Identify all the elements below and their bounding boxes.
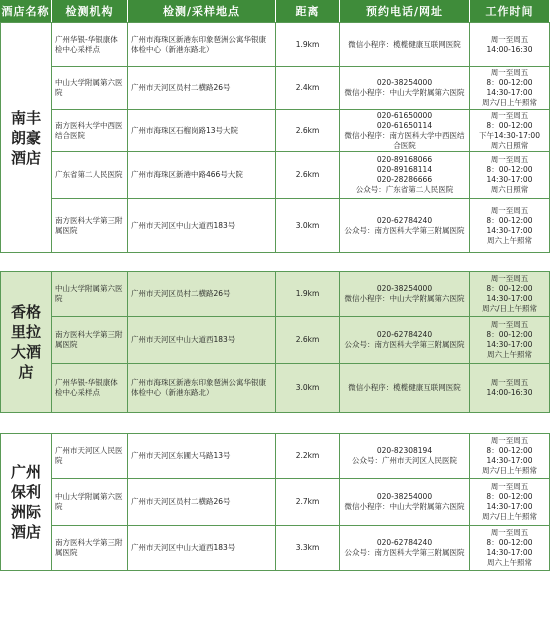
contact-cell: 020-89168066 020-89168114 020-28286666 公众号：广东省第二人民医院 — [340, 152, 470, 199]
hours-cell: 周一至周五 14:00-16:30 — [470, 22, 550, 67]
distance-cell: 1.9km — [276, 271, 340, 317]
address-cell: 广州市海珠区新港东印象琶洲公寓华银康体检中心（新港东路北） — [128, 22, 276, 67]
contact-cell: 020-62784240 公众号：南方医科大学第三附属医院 — [340, 526, 470, 571]
contact-cell: 020-61650000 020-61650114 微信小程序：南方医科大学中西医结合医院 — [340, 110, 470, 152]
header-hours: 工作时间 — [470, 0, 550, 22]
org-cell: 南方医科大学第三附属医院 — [52, 526, 128, 571]
org-cell: 南方医科大学第三附属医院 — [52, 199, 128, 253]
hours-cell: 周一至周五 8：00-12:00 14:30-17:00 周六上午照常 — [470, 526, 550, 571]
distance-cell: 2.2km — [276, 433, 340, 479]
hours-cell: 周一至周五 8：00-12:00 14:30-17:00 周六日照常 — [470, 152, 550, 199]
hours-cell: 周一至周五 14:00-16:30 — [470, 364, 550, 413]
hotel-name-cell: 南丰朗豪酒店 — [0, 22, 52, 253]
org-cell: 广州华银-华银康体检中心采样点 — [52, 22, 128, 67]
group-spacer — [0, 413, 550, 433]
distance-cell: 3.0km — [276, 199, 340, 253]
hours-cell: 周一至周五 8：00-12:00 14:30-17:00 周六上午照常 — [470, 199, 550, 253]
org-cell: 广州市天河区人民医院 — [52, 433, 128, 479]
distance-cell: 2.4km — [276, 67, 340, 110]
address-cell: 广州市天河区员村二横路26号 — [128, 271, 276, 317]
group-spacer — [0, 253, 550, 271]
header-contact: 预约电话/网址 — [340, 0, 470, 22]
address-cell: 广州市天河区中山大道西183号 — [128, 526, 276, 571]
address-cell: 广州市海珠区新港中路466号大院 — [128, 152, 276, 199]
distance-cell: 2.6km — [276, 152, 340, 199]
contact-cell: 微信小程序：榄榄健康互联网医院 — [340, 22, 470, 67]
contact-cell: 020-38254000 微信小程序：中山大学附属第六医院 — [340, 479, 470, 526]
address-cell: 广州市海珠区石榴岗路13号大院 — [128, 110, 276, 152]
hours-cell: 周一至周五 8：00-12:00 14:30-17:00 周六/日上午照常 — [470, 271, 550, 317]
hotel-name-cell: 广州保利洲际酒店 — [0, 433, 52, 571]
address-cell: 广州市天河区中山大道西183号 — [128, 199, 276, 253]
contact-cell: 020-62784240 公众号：南方医科大学第三附属医院 — [340, 199, 470, 253]
org-cell: 中山大学附属第六医院 — [52, 479, 128, 526]
distance-cell: 3.3km — [276, 526, 340, 571]
address-cell: 广州市天河区中山大道西183号 — [128, 317, 276, 364]
org-cell: 南方医科大学中西医结合医院 — [52, 110, 128, 152]
distance-cell: 1.9km — [276, 22, 340, 67]
header-address: 检测/采样地点 — [128, 0, 276, 22]
hours-cell: 周一至周五 8：00-12:00 14:30-17:00 周六/日上午照常 — [470, 433, 550, 479]
contact-cell: 020-62784240 公众号：南方医科大学第三附属医院 — [340, 317, 470, 364]
contact-cell: 020-38254000 微信小程序：中山大学附属第六医院 — [340, 271, 470, 317]
org-cell: 南方医科大学第三附属医院 — [52, 317, 128, 364]
distance-cell: 2.6km — [276, 110, 340, 152]
header-org: 检测机构 — [52, 0, 128, 22]
address-cell: 广州市天河区东圃大马路13号 — [128, 433, 276, 479]
header-hotel: 酒店名称 — [0, 0, 52, 22]
distance-cell: 2.7km — [276, 479, 340, 526]
distance-cell: 3.0km — [276, 364, 340, 413]
contact-cell: 020-82308194 公众号：广州市天河区人民医院 — [340, 433, 470, 479]
header-distance: 距离 — [276, 0, 340, 22]
contact-cell: 020-38254000 微信小程序：中山大学附属第六医院 — [340, 67, 470, 110]
address-cell: 广州市天河区员村二横路26号 — [128, 67, 276, 110]
hours-cell: 周一至周五 8：00-12:00 14:30-17:00 周六/日上午照常 — [470, 479, 550, 526]
org-cell: 中山大学附属第六医院 — [52, 271, 128, 317]
address-cell: 广州市海珠区新港东印象琶洲公寓华银康体检中心（新港东路北） — [128, 364, 276, 413]
hours-cell: 周一至周五 8：00-12:00 14:30-17:00 周六/日上午照常 — [470, 67, 550, 110]
contact-cell: 微信小程序：榄榄健康互联网医院 — [340, 364, 470, 413]
org-cell: 广州华银-华银康体检中心采样点 — [52, 364, 128, 413]
hotel-name-cell: 香格里拉大酒店 — [0, 271, 52, 413]
hours-cell: 周一至周五 8：00-12:00 下午14:30-17:00 周六日照常 — [470, 110, 550, 152]
address-cell: 广州市天河区员村二横路26号 — [128, 479, 276, 526]
hours-cell: 周一至周五 8：00-12:00 14:30-17:00 周六上午照常 — [470, 317, 550, 364]
org-cell: 中山大学附属第六医院 — [52, 67, 128, 110]
distance-cell: 2.6km — [276, 317, 340, 364]
org-cell: 广东省第二人民医院 — [52, 152, 128, 199]
